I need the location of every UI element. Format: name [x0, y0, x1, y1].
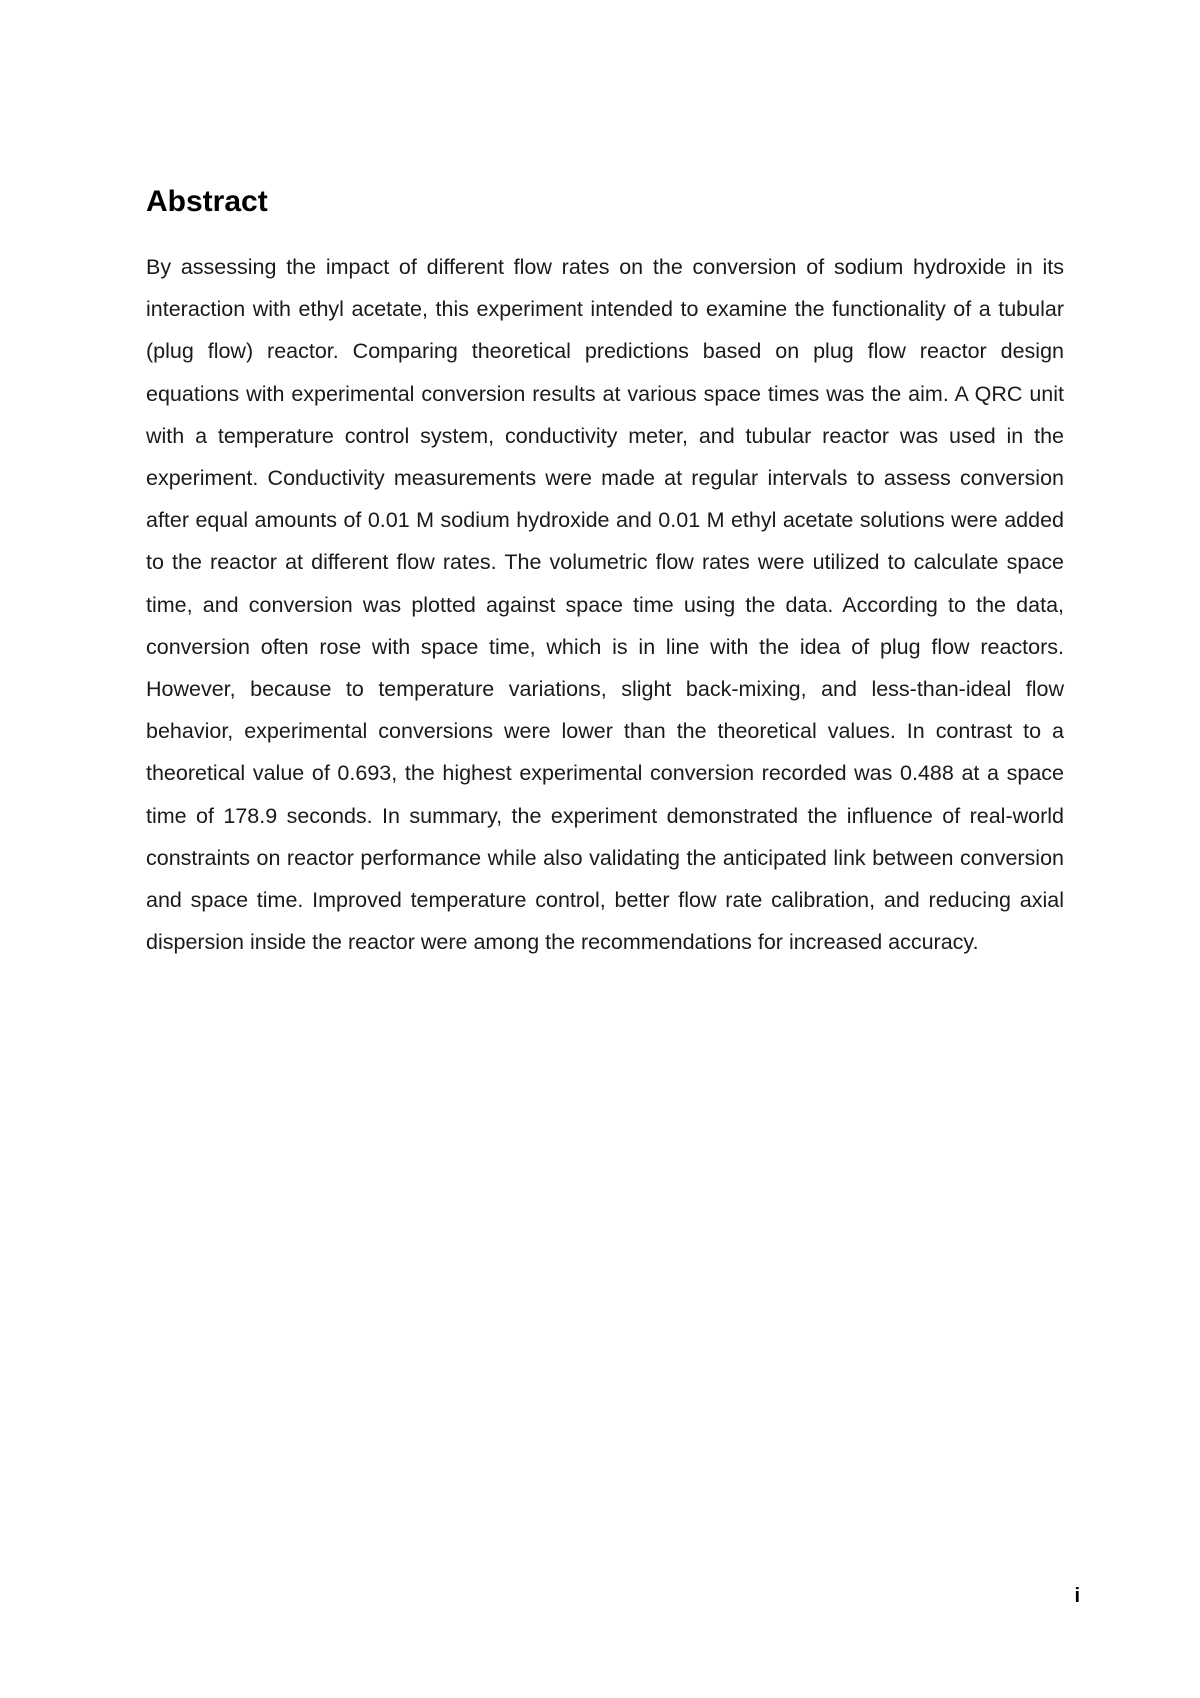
abstract-section — [146, 178, 1064, 963]
abstract-heading: Abstract — [146, 185, 268, 218]
page-number: i — [1074, 1585, 1080, 1607]
abstract-body: By assessing the impact of different flow rates on the conversion of sodium hydroxide in its interaction with ethyl acetate, this experiment intended to examine the functionality of a tubular (plug flow) reactor. Comparing theoretical predictions based on plug flow reactor design equations with experimental conversion results at various space times was the aim. A QRC unit with a temperature control system, conductivity meter, and tubular reactor was used in the experiment. Conductivity measurements were made at regular intervals to assess conversion after equal amounts of 0.01 M sodium hydroxide and 0.01 M ethyl acetate solutions were added to the reactor at different flow rates. The volumetric flow rates were utilized to calculate space time, and conversion was plotted against space time using the data. According to the data, conversion often rose with space time, which is in line with the idea of plug flow reactors. However, because to temperature variations, slight back-mixing, and less-than-ideal flow behavior, experimental conversions were lower than the theoretical values. In contrast to a theoretical value of 0.693, the highest experimental conversion recorded was 0.488 at a space time of 178.9 seconds. In summary, the experiment demonstrated the influence of real-world constraints on reactor performance while also validating the anticipated link between conversion and space time. Improved temperature control, better flow rate calibration, and reducing axial dispersion inside the reactor were among the recommendations for increased accuracy. — [146, 255, 1064, 955]
